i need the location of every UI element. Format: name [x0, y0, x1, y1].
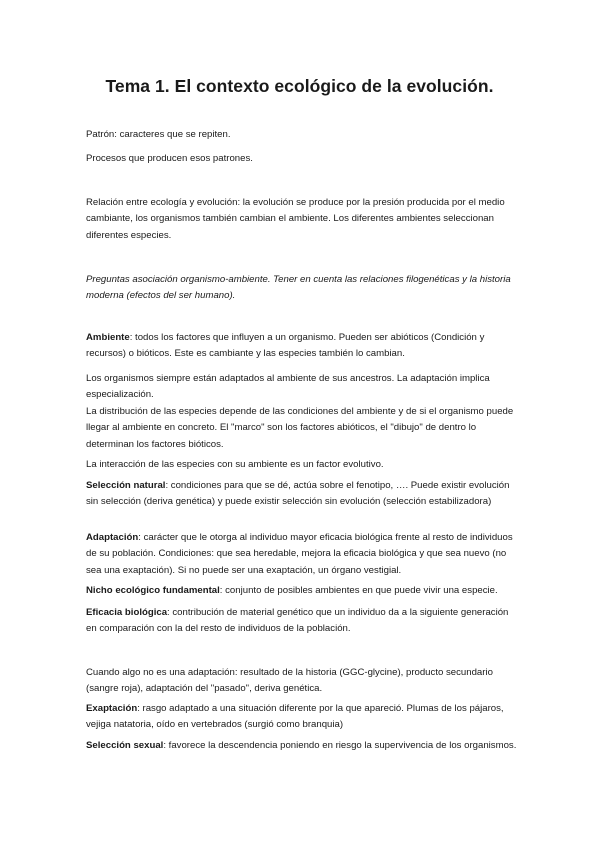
paragraph-patron — [86, 127, 518, 143]
paragraph-ambiente — [86, 330, 518, 363]
paragraph-text: Procesos que producen esos patrones. — [86, 153, 253, 164]
paragraph-text: : favorece la descendencia poniendo en riesgo la supervivencia de los organismos. — [163, 740, 517, 751]
paragraph-text: : rasgo adaptado a una situación diferente por la que apareció. Plumas de los pájaros, vejiga natatoria, oído en vertebrados (surgió como branquia) — [86, 703, 504, 731]
paragraph-text: : carácter que le otorga al individuo mayor eficacia biológica frente al resto de individuos de su población. Condiciones: que sea heredable, mejora la eficacia biológica y que sea nuevo (no sea una exaptación). Si no puede ser una exaptación, un órgano vestigial. — [86, 532, 513, 576]
paragraph-relacion — [86, 195, 518, 244]
paragraph-text: : conjunto de posibles ambientes en que puede vivir una especie. — [219, 585, 498, 596]
paragraph-text: Cuando algo no es una adaptación: resultado de la historia (GGC-glycine), producto secundario (sangre roja), adaptación del "pasado", deriva genética. — [86, 667, 493, 695]
term-label: Exaptación — [86, 703, 138, 714]
term-label: Adaptación — [86, 532, 139, 543]
document-title: Tema 1. El contexto ecológico de la evolución. — [105, 76, 494, 96]
term-label: Selección natural — [86, 480, 166, 491]
paragraph-distribucion — [86, 404, 518, 453]
paragraph-nicho — [86, 583, 518, 599]
paragraph-procesos — [86, 151, 518, 167]
paragraph-text: La interacción de las especies con su ambiente es un factor evolutivo. — [86, 459, 384, 470]
paragraph-text: La distribución de las especies depende de las condiciones del ambiente y de si el organismo puede llegar al ambiente en concreto. El "marco" son los factores abióticos, el "dibujo" de dentro lo determinan los factores bióticos. — [86, 406, 514, 450]
term-label: Selección sexual — [86, 740, 164, 751]
paragraph-no-adaptacion — [86, 665, 518, 698]
paragraph-text: Los organismos siempre están adaptados al ambiente de sus ancestros. La adaptación implica especialización. — [86, 373, 490, 401]
paragraph-interaccion — [86, 457, 518, 473]
paragraph-text: : contribución de material genético que un individuo da a la siguiente generación en comparación con la del resto de individuos de la población. — [86, 607, 509, 635]
term-label: Ambiente — [86, 332, 130, 343]
paragraph-adaptacion — [86, 530, 518, 579]
term-label: Eficacia biológica — [86, 607, 168, 618]
term-label: Nicho ecológico fundamental — [86, 585, 220, 596]
paragraph-exaptacion — [86, 701, 518, 734]
paragraph-seleccion-natural — [86, 478, 518, 511]
paragraph-text: Relación entre ecología y evolución: la evolución se produce por la presión producida por el medio cambiante, los organismos también cambian el ambiente. Los diferentes ambientes seleccionan diferentes especies. — [86, 197, 505, 241]
paragraph-eficacia — [86, 605, 518, 638]
paragraph-seleccion-sexual — [86, 738, 518, 754]
paragraph-preguntas — [86, 272, 518, 305]
paragraph-text: Preguntas asociación organismo-ambiente. Tener en cuenta las relaciones filogenéticas y la historia moderna (efectos del ser humano). — [86, 274, 511, 302]
paragraph-text: : todos los factores que influyen a un organismo. Pueden ser abióticos (Condición y recursos) o bióticos. Este es cambiante y las especies también lo cambian. — [86, 332, 485, 360]
paragraph-text: : condiciones para que se dé, actúa sobre el fenotipo, …. Puede existir evolución sin selección (deriva genética) y puede existir selección sin evolución (selección estabilizadora) — [86, 480, 510, 508]
paragraph-adaptados — [86, 371, 518, 404]
paragraph-text: Patrón: caracteres que se repiten. — [86, 129, 231, 140]
